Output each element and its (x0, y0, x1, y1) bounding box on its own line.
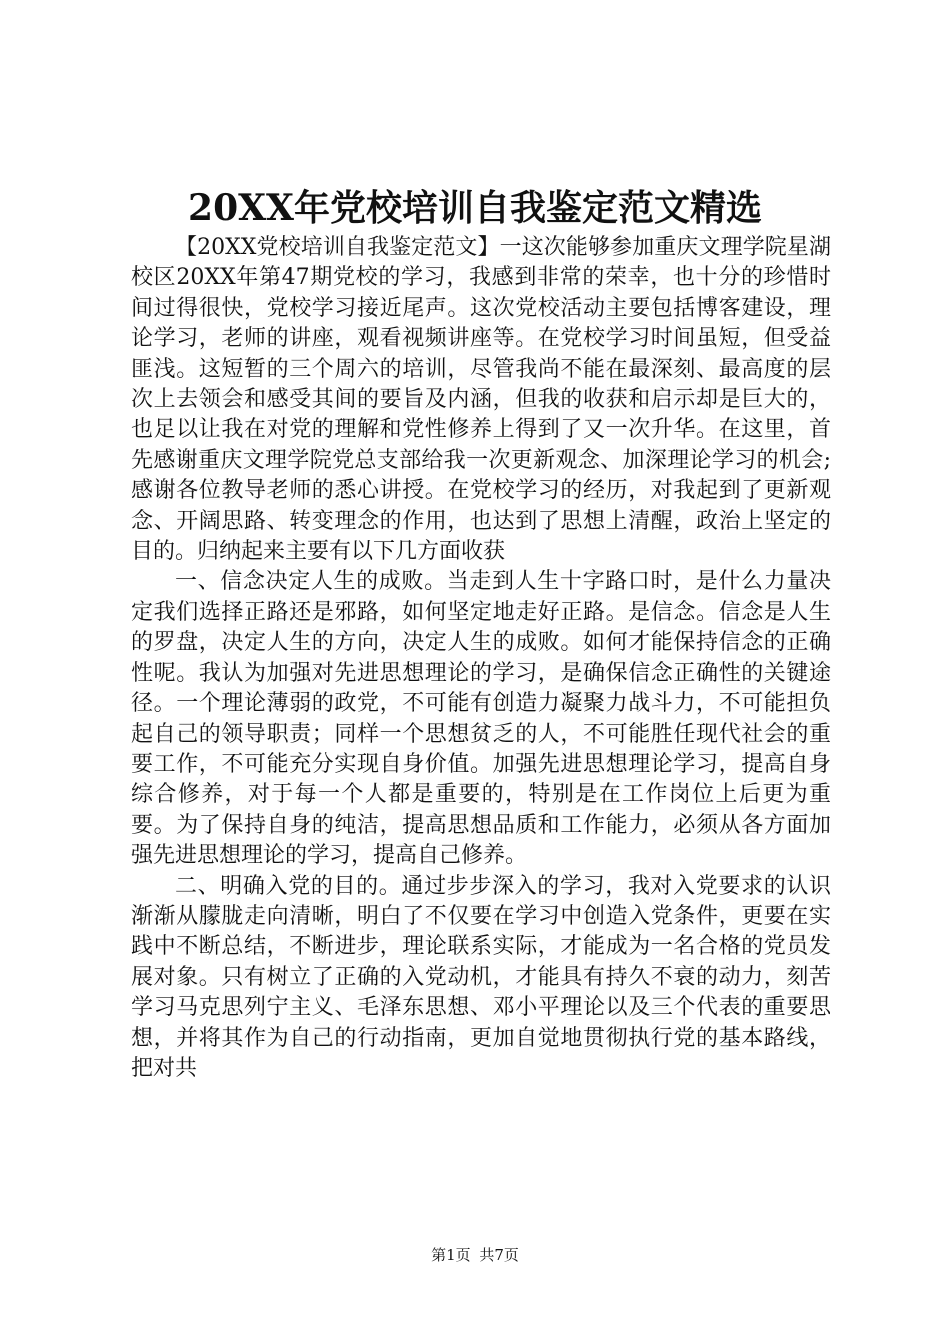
document-title: 20XX年党校培训自我鉴定范文精选 (188, 187, 762, 229)
paragraph-section-1: 一、信念决定人生的成败。当走到人生十字路口时，是什么力量决定我们选择正路还是邪路，如何坚定地走好正路。是信念。信念是人生的罗盘，决定人生的方向，决定人生的成败。如何才能保持信念的正确性呢。我认为加强对先进思想理论的学习，是确保信念正确性的关键途径。一个理论薄弱的政党，不可能有创造力凝聚力战斗力，不可能担负起自己的领导职责；同样一个思想贫乏的人，不可能胜任现代社会的重要工作，不可能充分实现自身价值。加强先进思想理论学习，提高自身综合修养，对于每一个人都是重要的，特别是在工作岗位上后更为重要。为了保持自身的纯洁，提高思想品质和工作能力，必须从各方面加强先进思想理论的学习，提高自己修养。 (131, 569, 831, 869)
document-body (131, 233, 831, 1084)
page-footer (0, 1244, 950, 1266)
page-number: 第1页 (431, 1246, 471, 1264)
paragraph-intro: 【20XX党校培训自我鉴定范文】一这次能够参加重庆文理学院星湖校区20XX年第47期党校的学习，我感到非常的荣幸，也十分的珍惜时间过得很快，党校学习接近尾声。这次党校活动主要包括博客建设，理论学习，老师的讲座，观看视频讲座等。在党校学习时间虽短，但受益匪浅。这短暂的三个周六的培训，尽管我尚不能在最深刻、最高度的层次上去领会和感受其间的要旨及内涵，但我的收获和启示却是巨大的，也足以让我在对党的理解和党性修养上得到了又一次升华。在这里，首先感谢重庆文理学院党总支部给我一次更新观念、加深理论学习的机会;感谢各位教导老师的悉心讲授。在党校学习的经历，对我起到了更新观念、开阔思路、转变理念的作用，也达到了思想上清醒，政治上坚定的目的。归纳起来主要有以下几方面收获 (131, 235, 831, 565)
paragraph-section-2: 二、明确入党的目的。通过步步深入的学习，我对入党要求的认识渐渐从朦胧走向清晰，明白了不仅要在学习中创造入党条件，更要在实践中不断总结，不断进步，理论联系实际，才能成为一名合格的党员发展对象。只有树立了正确的入党动机，才能具有持久不衰的动力，刻苦学习马克思列宁主义、毛泽东思想、邓小平理论以及三个代表的重要思想，并将其作为自己的行动指南，更加自觉地贯彻执行党的基本路线，把对共 (131, 873, 831, 1081)
page-total: 共7页 (479, 1246, 519, 1264)
